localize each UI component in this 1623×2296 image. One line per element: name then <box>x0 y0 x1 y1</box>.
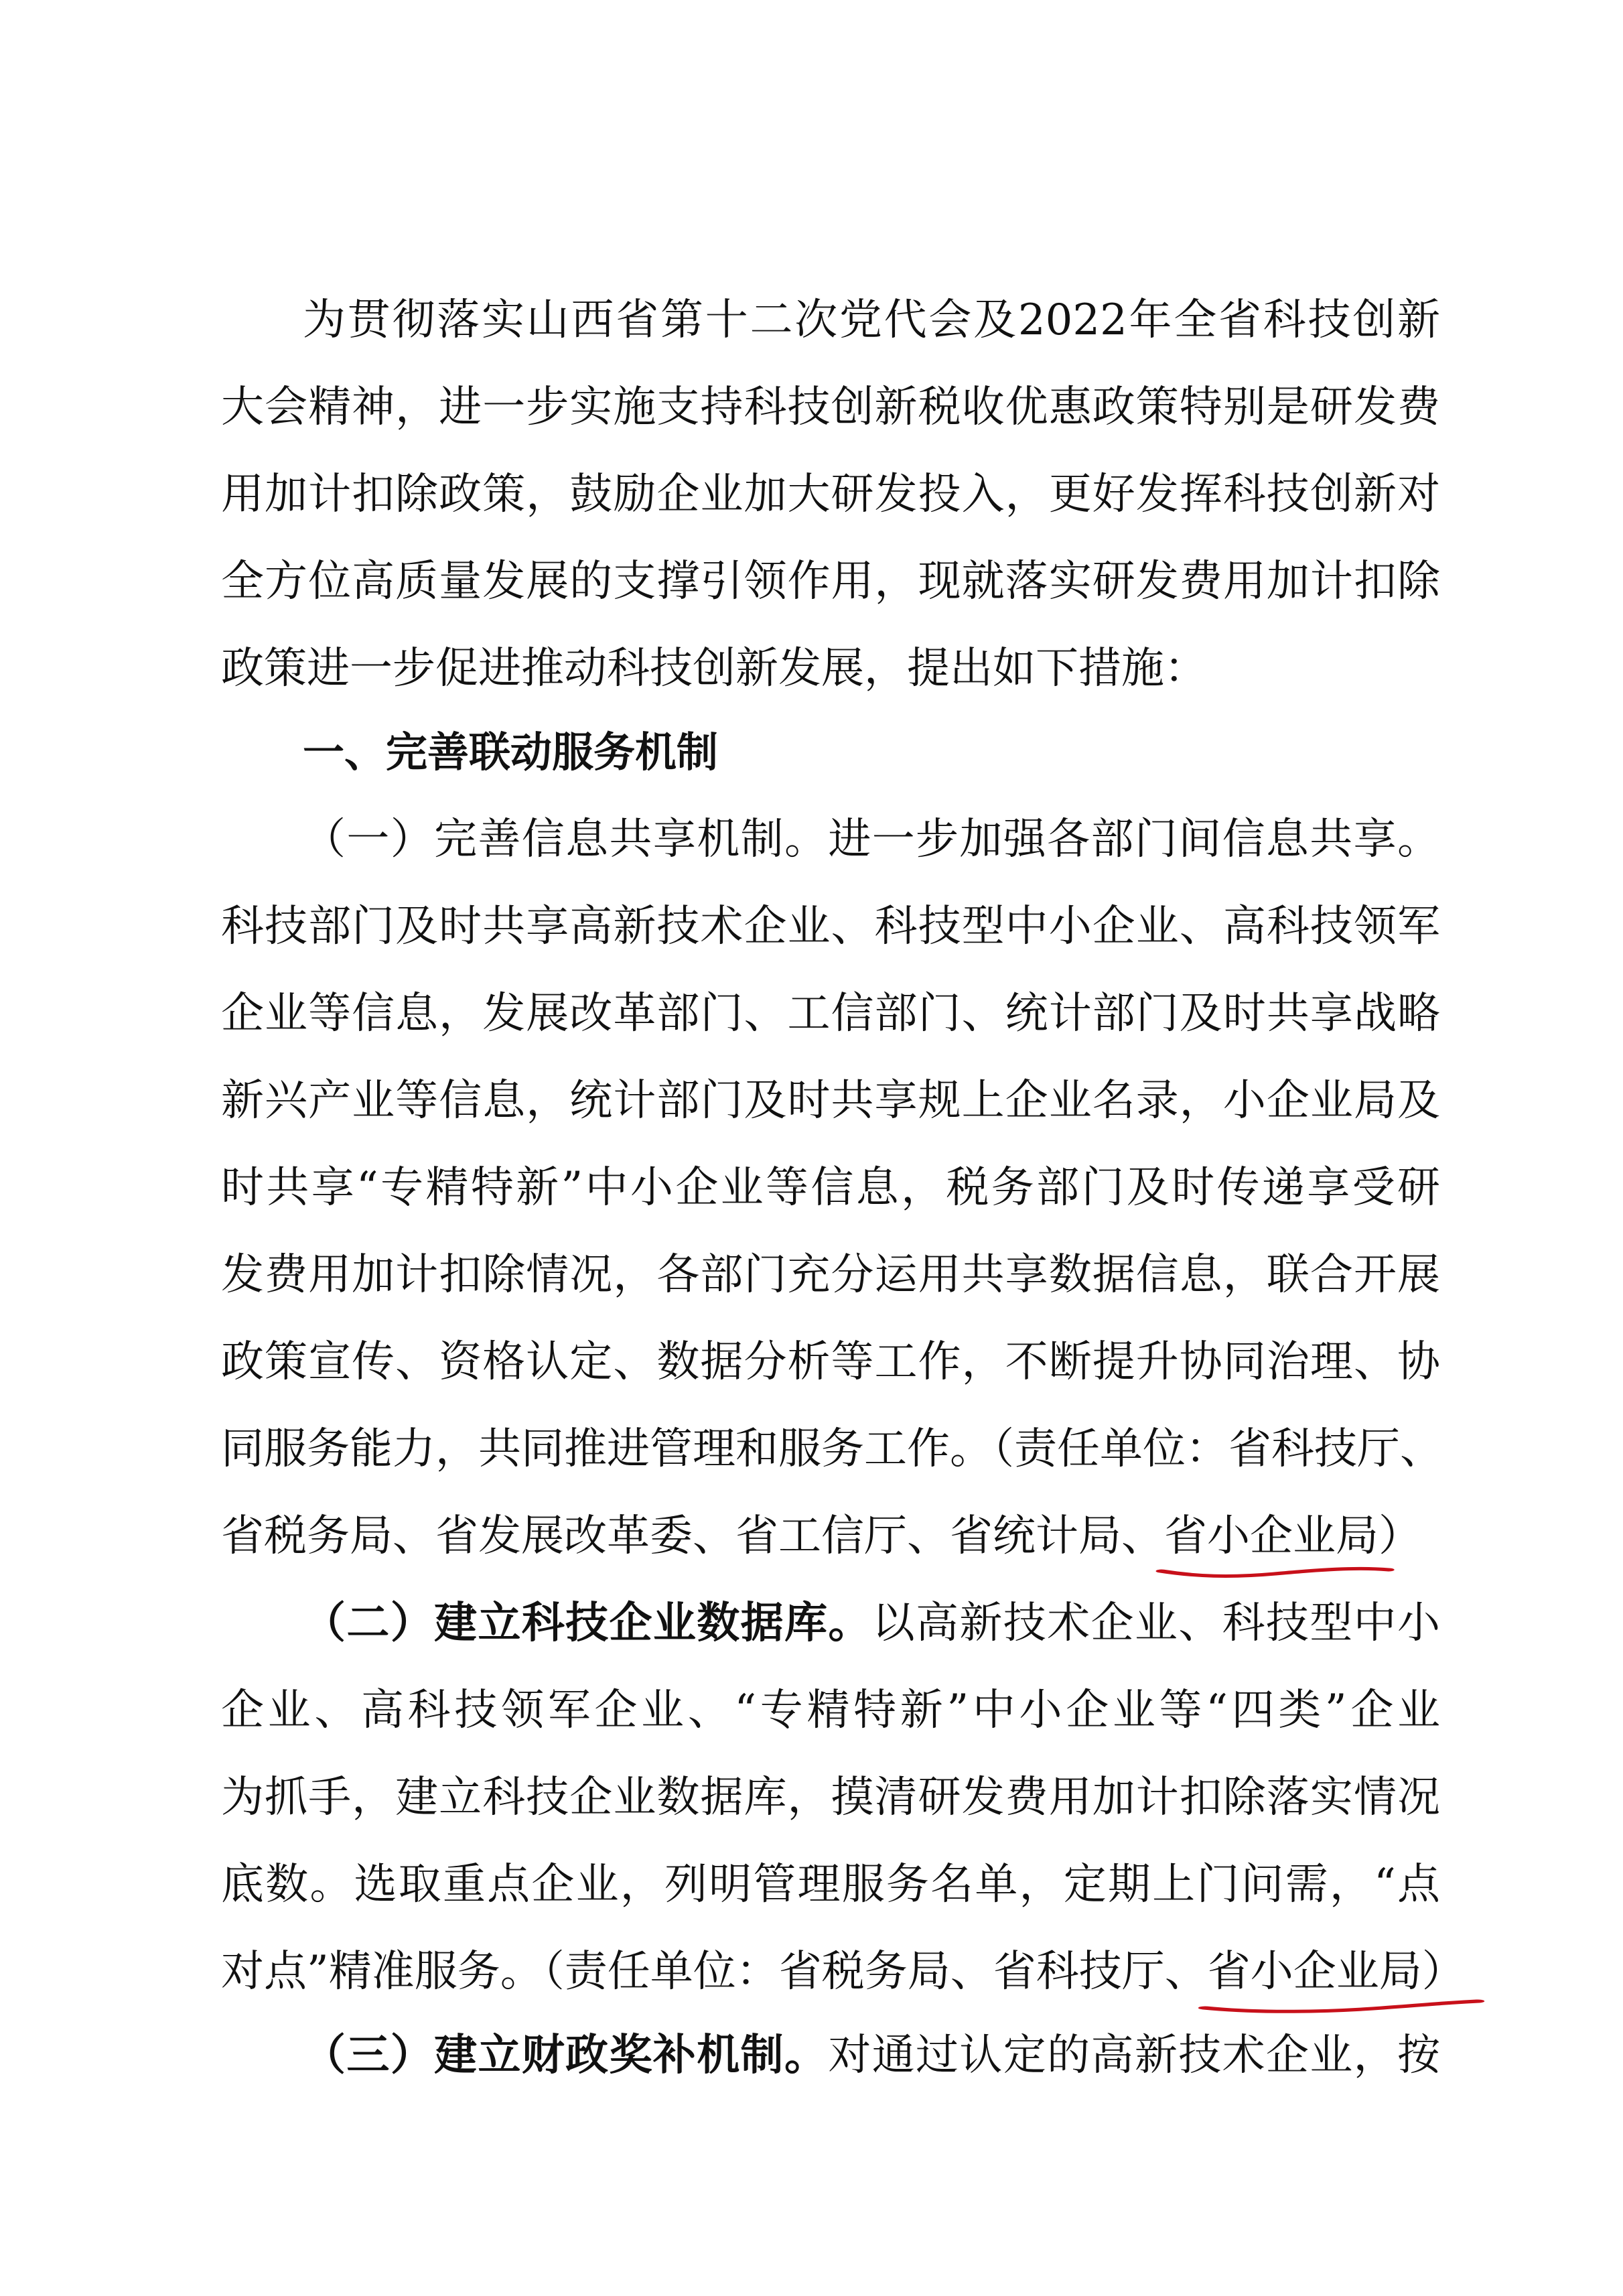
item1-line: 科技部门及时共享高新技术企业、科技型中小企业、高科技领军 <box>221 902 1440 951</box>
item3-first-rest: 对通过认定的高新技术企业，按 <box>828 2031 1441 2080</box>
intro-line: 大会精神，进一步实施支持科技创新税收优惠政策特别是研发费 <box>221 383 1440 432</box>
item2-line: 企业、高科技领军企业、“专精特新”中小企业等“四类”企业 <box>221 1686 1440 1735</box>
item2-line: 为抓手，建立科技企业数据库，摸清研发费用加计扣除落实情况 <box>221 1773 1440 1822</box>
item1-line: 发费用加计扣除情况，各部门充分运用共享数据信息，联合开展 <box>221 1250 1440 1300</box>
item1-line: 时共享“专精特新”中小企业等信息，税务部门及时传递享受研 <box>221 1163 1440 1213</box>
item1-marked-text: 省小企业局 <box>1164 1511 1379 1561</box>
item2-line: 底数。选取重点企业，列明管理服务名单，定期上门问需，“点 <box>221 1860 1440 1909</box>
item1-line: 新兴产业等信息，统计部门及时共享规上企业名录，小企业局及 <box>221 1076 1440 1126</box>
item2-title: （二）建立科技企业数据库。 <box>303 1599 872 1648</box>
item2-last-prefix: 对点”精准服务。（责任单位：省税务局、省科技厅、 <box>221 1947 1208 1997</box>
item1-first-rest: 进一步加强各部门间信息共享。 <box>828 815 1441 864</box>
intro-line: 全方位高质量发展的支撑引领作用，现就落实研发费用加计扣除 <box>221 557 1440 606</box>
item3-first-line <box>303 2023 1440 2088</box>
intro-line: 用加计扣除政策，鼓励企业加大研发投入，更好发挥科技创新对 <box>221 470 1440 519</box>
item1-last-line <box>221 1504 1440 1568</box>
item1-line: 政策宣传、资格认定、数据分析等工作，不断提升协同治理、协 <box>221 1337 1440 1387</box>
item2-last-line <box>221 1940 1465 2004</box>
intro-line: 政策进一步促进推动科技创新发展，提出如下措施： <box>221 644 1207 693</box>
item1-last-suffix: ） <box>1379 1511 1421 1561</box>
item2-first-rest: 以高新技术企业、科技型中小 <box>871 1599 1441 1648</box>
item2-underlined-unit <box>1208 1940 1465 2004</box>
item1-first-line <box>303 807 1440 872</box>
red-underline <box>1205 1997 1478 2016</box>
red-underline <box>1161 1562 1389 1580</box>
item1-underlined-unit <box>1164 1504 1379 1568</box>
section-heading: 一、完善联动服务机制 <box>303 728 719 776</box>
item1-line: 同服务能力，共同推进管理和服务工作。（责任单位：省科技厅、 <box>221 1424 1443 1474</box>
intro-line: 为贯彻落实山西省第十二次党代会及2022年全省科技创新 <box>303 295 1440 345</box>
item3-title: （三）建立财政奖补机制。 <box>303 2031 829 2080</box>
item2-marked-text: 省小企业局） <box>1207 1947 1465 1997</box>
item1-line: 企业等信息，发展改革部门、工信部门、统计部门及时共享战略 <box>221 989 1440 1038</box>
item1-title: （一）完善信息共享机制。 <box>303 815 829 864</box>
item1-last-prefix: 省税务局、省发展改革委、省工信厅、省统计局、 <box>221 1511 1164 1561</box>
item2-first-line <box>303 1591 1440 1656</box>
